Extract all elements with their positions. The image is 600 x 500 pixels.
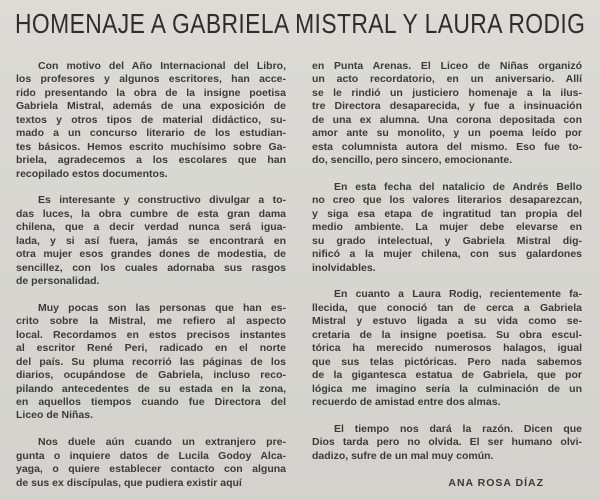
- article-line: en Punta Arenas. El Liceo de Niñas organizó: [312, 60, 582, 72]
- article-line: tes básicos. Hemos escrito muchísimo sobre Ga-: [16, 140, 286, 153]
- article-line: otra mujer esos grandes dones de modestia, de: [16, 248, 286, 261]
- article-line: su grado intelectual, y Gabriela Mistral dig-: [312, 234, 582, 247]
- article-line: Con motivo del Año Internacional del Libro,: [38, 60, 286, 72]
- article-line: briela, agradecemos a los escolares que han: [16, 154, 286, 167]
- article-line: diarios, ocupándose de Gabriela, incluso reco-: [16, 369, 286, 382]
- paragraph-gap: [312, 409, 582, 422]
- article-line: amor ante su monolito, y un poema leído por: [312, 127, 582, 140]
- article-title: HOMENAJE A GABRIELA MISTRAL Y LAURA RODIG: [15, 8, 586, 39]
- article-line: chilena, que a decir verdad nunca será igua-: [16, 221, 286, 234]
- article-line: crito sobre la Mistral, me refiero al aspecto: [16, 315, 286, 328]
- article-line: Dios tarda pero no olvida. El ser humano olvi-: [312, 436, 582, 449]
- article-line: inolvidables.: [312, 261, 376, 274]
- article-line: esta columnista autora del mismo. Eso fue to-: [312, 140, 582, 153]
- author-signature: ANA ROSA DÍAZ: [448, 476, 544, 489]
- paragraph-gap: [312, 168, 582, 181]
- article-line: Liceo de Niñas.: [16, 409, 94, 422]
- article-line: yaga, o quiere establecer contacto con alguna: [16, 463, 286, 476]
- article-line: En cuanto a Laura Rodig, recientemente fa-: [334, 288, 582, 301]
- article-line: Mistral y estuvo ligada a su vida como se-: [312, 315, 582, 328]
- article-line: al escritor René Peri, radicado en el norte: [16, 342, 286, 355]
- paragraph-gap: [312, 463, 582, 476]
- article-line: lada, y si así fuera, jamás se encontrará en: [16, 234, 286, 247]
- article-line: gunta o inquiere datos de Lucila Godoy Alca-: [16, 449, 286, 462]
- article-line: de la gigantesca estatua de Gabriela, que por: [312, 369, 582, 382]
- article-line: Nos duele aún cuando un extranjero pre-: [38, 436, 286, 449]
- paragraph-gap: [312, 275, 582, 288]
- article-line: En esta fecha del natalicio de Andrés Bello: [334, 180, 582, 193]
- article-line: de sus ex discípulas, que pudiera existir aquí: [16, 476, 242, 489]
- article-line: dadizo, sufre de un mal muy común.: [312, 449, 494, 462]
- article-line: de personalidad.: [16, 275, 100, 287]
- paragraph-gap: [16, 288, 286, 301]
- article-line: recuerdo de amistad entre dos almas.: [312, 395, 501, 408]
- article-line: y siga esa etapa de ingratitud tan propia del: [312, 207, 582, 220]
- article-line: das luces, la obra cumbre de esta gran dama: [16, 207, 286, 220]
- article-line: no creo que los valores literarios desaparezcan,: [312, 194, 582, 207]
- article-line: Es interesante y constructivo divulgar a to-: [38, 194, 286, 207]
- article-line: Gabriela Mistral, además de una exposición de: [16, 100, 286, 113]
- article-line: que sus telas pictóricas. Pero nada sabemos: [312, 355, 582, 368]
- article-line: Muy pocas son las personas que han es-: [38, 301, 286, 314]
- article-line: El tiempo nos dará la razón. Dicen que: [334, 422, 582, 435]
- article-line: un acto recordatorio, en un aniversario. Allí: [312, 73, 582, 86]
- article-line: tórica ha merecido numerosos halagos, igual: [312, 342, 582, 355]
- paragraph-gap: [16, 181, 286, 194]
- article-line: mado a un concurso literario de los estudian-: [16, 127, 286, 140]
- article-line: cretaria de la insigne poetisa. Su obra escul-: [312, 328, 582, 341]
- article-line: tre Directora desaparecida, y fue a insinuación: [312, 100, 582, 113]
- article-line: nificó a la mujer chilena, con sus galardones: [312, 248, 582, 261]
- article-line: do, sencillo, pero sincero, emocionante.: [312, 154, 513, 167]
- article-line: textos y otros tipos de material didáctico, su-: [16, 113, 286, 126]
- article-line: local. Recordamos en estos precisos instantes: [16, 328, 286, 341]
- article-line: sencillez, con los cuales adornaba sus rasgos: [16, 261, 286, 274]
- article-line: medio ambiente. La mujer debe elevarse en: [312, 221, 582, 234]
- article-line: se le rindió un justiciero homenaje a la ilus-: [312, 86, 582, 99]
- article-line: pilando antecedentes de su estada en la zona,: [16, 382, 286, 395]
- article-line: los profesores y algunos escritores, han acce-: [16, 73, 286, 86]
- left-column: [16, 60, 286, 490]
- article-line: lógica me imagino sería la culminación de un: [312, 382, 582, 395]
- article-line: recopilado estos documentos.: [16, 167, 168, 180]
- article-line: rido presentando la obra de la insigne poetisa: [16, 86, 286, 99]
- article-line: en aquellos tiempos cuando fue Directora del: [16, 395, 286, 408]
- paragraph-gap: [16, 423, 286, 436]
- article-line: de una ex alumna. Una corona depositada con: [312, 113, 582, 126]
- right-column: [312, 60, 582, 490]
- article-line: del país. Su pluma recorrió las páginas de los: [16, 355, 286, 368]
- article-line: llecida, que conoció tan de cerca a Gabriela: [312, 301, 582, 314]
